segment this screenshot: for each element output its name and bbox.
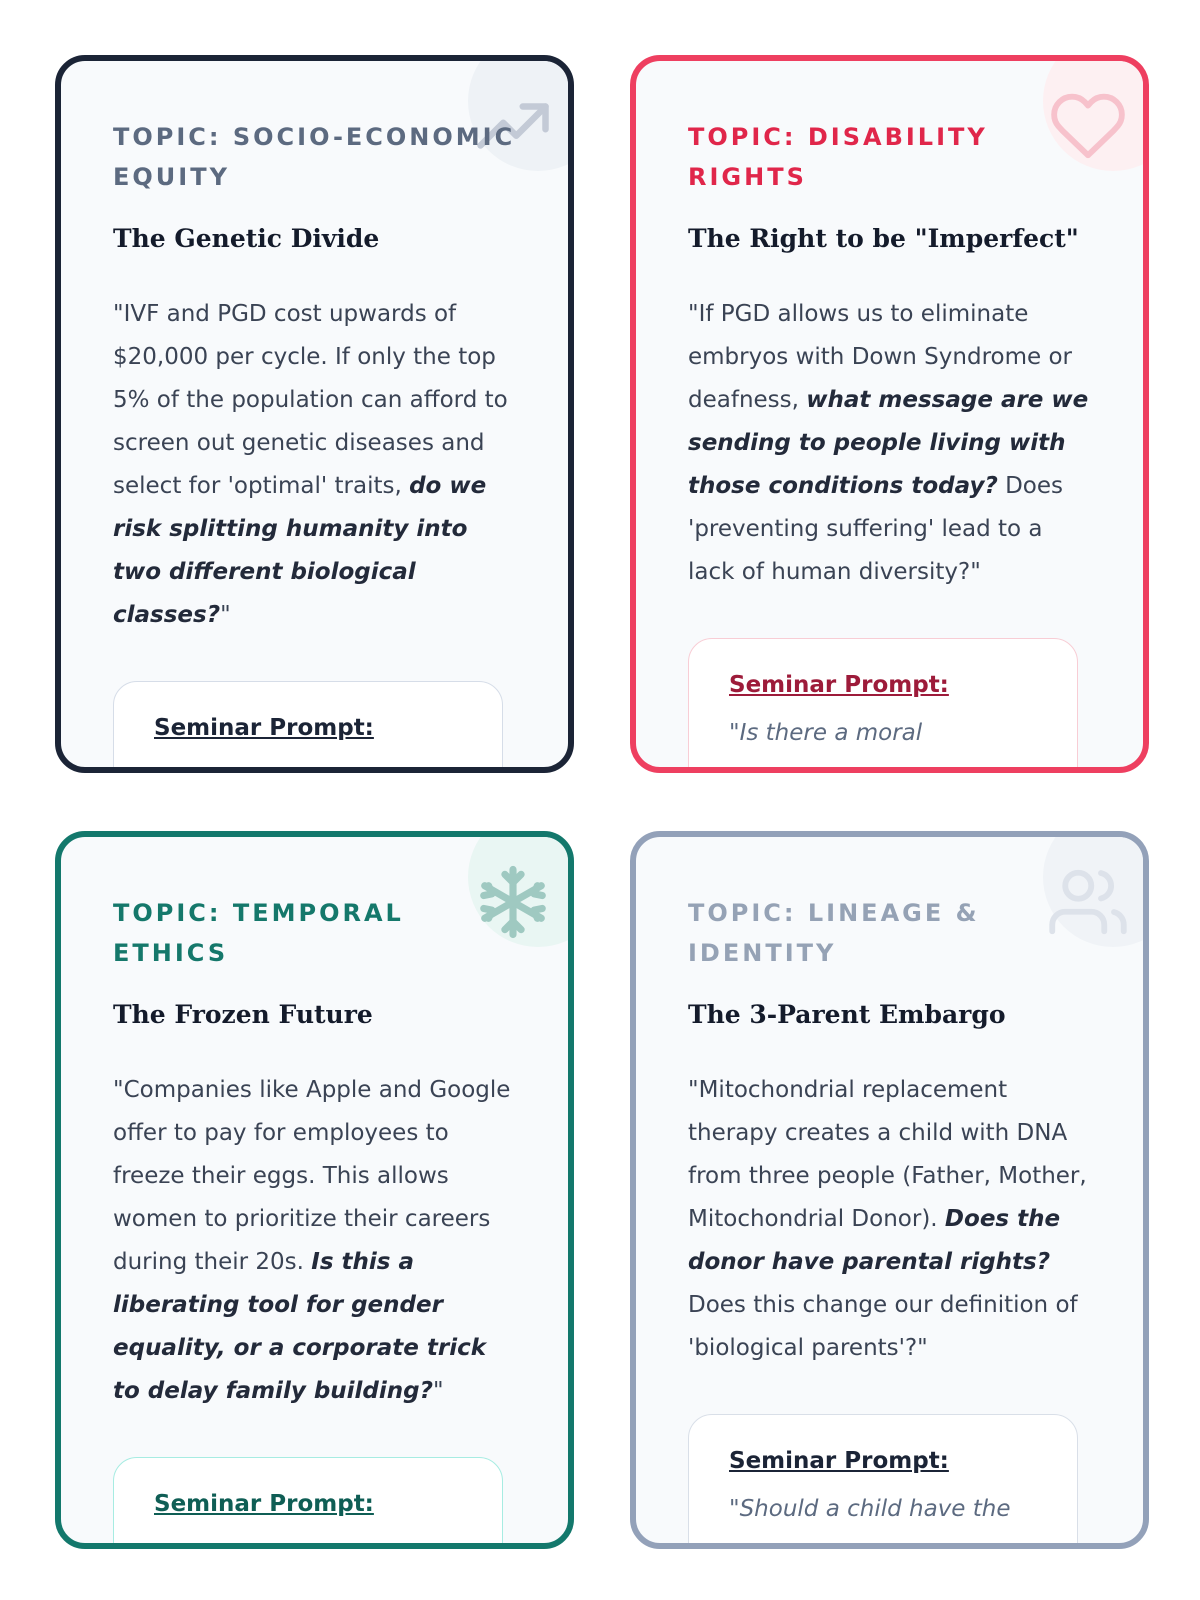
card-title: The Genetic Divide (113, 224, 380, 253)
card-body-question: what message are we sending to people living with those conditions today? (688, 387, 1089, 499)
card-body-text: "If PGD allows us to eliminate embryos with Down Syndrome or deafness, (688, 301, 1072, 413)
card-body-tail: " (432, 1378, 444, 1404)
card-body-text: "Companies like Apple and Google offer to pay for employees to freeze their eggs. This allows women to prioritize their careers during their 20s. (113, 1077, 511, 1275)
topic-card-socio-economic (55, 55, 574, 773)
seminar-prompt-box (113, 681, 503, 773)
card-title: The 3-Parent Embargo (688, 1000, 1006, 1029)
card-title: The Frozen Future (113, 1000, 373, 1029)
card-title: The Right to be "Imperfect" (688, 224, 1079, 253)
card-body-text: "IVF and PGD cost upwards of $20,000 per cycle. If only the top 5% of the population can afford to screen out genetic diseases and select for 'optimal' traits, (113, 301, 508, 499)
seminar-prompt-text: "Is there a moral (729, 720, 923, 746)
seminar-prompt-box (113, 1457, 503, 1549)
card-topic: TOPIC: LINEAGE & IDENTITY (688, 899, 980, 967)
card-topic: TOPIC: DISABILITY RIGHTS (688, 123, 988, 191)
seminar-prompt-box (688, 1414, 1078, 1549)
card-topic: TOPIC: TEMPORAL ETHICS (113, 899, 404, 967)
card-body (688, 293, 1093, 594)
card-body-tail: Does 'preventing suffering' lead to a lack of human diversity?" (688, 473, 1064, 585)
card-body-question: do we risk splitting humanity into two different biological classes? (113, 473, 487, 628)
topic-card-disability-rights (630, 55, 1149, 773)
card-body (113, 293, 518, 637)
card-body-tail: " (220, 602, 231, 628)
card-body-text: "Mitochondrial replacement therapy creates a child with DNA from three people (Father, Mother, Mitochondrial Donor). (688, 1077, 1087, 1232)
card-grid (55, 55, 1149, 1549)
card-topic: TOPIC: SOCIO-ECONOMIC EQUITY (113, 123, 516, 191)
seminar-prompt-text: "Should a child have the (729, 1496, 1011, 1522)
card-body-question: Is this a liberating tool for gender equality, or a corporate trick to delay family building? (113, 1249, 487, 1404)
card-body (688, 1069, 1093, 1370)
seminar-prompt-link[interactable]: Seminar Prompt: (154, 715, 374, 741)
seminar-prompt-link[interactable]: Seminar Prompt: (154, 1491, 374, 1517)
seminar-prompt-box (688, 638, 1078, 773)
card-body (113, 1069, 518, 1413)
card-body-tail: Does this change our definition of 'biological parents'?" (688, 1292, 1078, 1361)
topic-card-lineage-identity (630, 831, 1149, 1549)
seminar-prompt-link[interactable]: Seminar Prompt: (729, 1448, 949, 1474)
seminar-prompt-link[interactable]: Seminar Prompt: (729, 672, 949, 698)
topic-card-temporal-ethics (55, 831, 574, 1549)
card-body-question: Does the donor have parental rights? (688, 1206, 1061, 1275)
